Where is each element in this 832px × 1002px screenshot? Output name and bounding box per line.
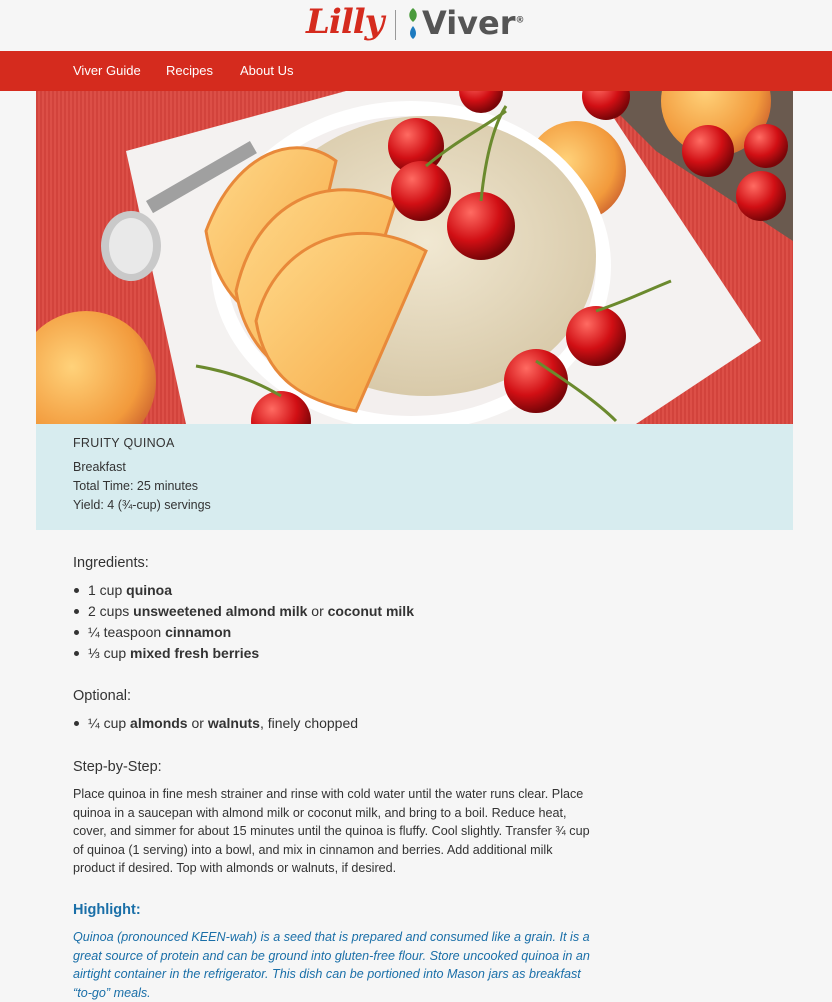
ingredients-heading: Ingredients: [73,555,149,571]
optional-list [73,713,358,734]
viver-logo-text: Viver [422,4,516,42]
nav-viver-guide[interactable]: Viver Guide [73,63,141,78]
recipe-total-time: Total Time: 25 minutes [73,479,199,493]
steps-heading: Step-by-Step: [73,759,162,775]
leaf-drop-icon [406,6,420,42]
viver-logo[interactable] [408,4,525,42]
nav-recipes[interactable]: Recipes [166,63,213,78]
registered-mark: ® [515,15,525,26]
main-nav [0,51,832,91]
ingredients-list [73,580,414,664]
logo-divider [395,10,396,40]
list-item: ¼ teaspoon cinnamon [73,622,414,643]
nav-about-us[interactable]: About Us [240,63,294,78]
site-header [0,0,832,51]
list-item: ⅓ cup mixed fresh berries [73,643,414,664]
recipe-hero-image [36,91,793,424]
highlight-text: Quinoa (pronounced KEEN-wah) is a seed that is prepared and consumed like a grain. It is a great source of protein and can be ground into gluten-free flour. Store uncooked quinoa in an airtight container in the refrigerator. This dish can be portioned into Mason jars as breakfast “to-go” meals. [73,930,590,1000]
list-item: 2 cups unsweetened almond milk or coconut milk [73,601,414,622]
optional-heading: Optional: [73,688,132,704]
steps-text: Place quinoa in fine mesh strainer and rinse with cold water until the water runs clear. Place quinoa in a saucepan with almond milk or coconut milk, and bring to a boil. Reduce heat, cover, and simmer for about 15 minutes until the quinoa is fluffy. Cool slightly. Transfer ¾ cup of quinoa (1 serving) into a bowl, and mix in cinnamon and berries. Add additional milk product if desired. Top with almonds or walnuts, if desired. [73,787,590,876]
recipe-title: FRUITY QUINOA [73,436,175,450]
highlight-heading: Highlight: [73,902,141,918]
recipe-info-box [36,424,793,530]
list-item: ¼ cup almonds or walnuts, finely chopped [73,713,358,734]
recipe-category: Breakfast [73,460,126,474]
recipe-yield: Yield: 4 (¾-cup) servings [73,498,211,512]
quinoa-bowl-photo [36,91,793,424]
lilly-logo[interactable]: Lilly [306,2,384,42]
list-item: 1 cup quinoa [73,580,414,601]
